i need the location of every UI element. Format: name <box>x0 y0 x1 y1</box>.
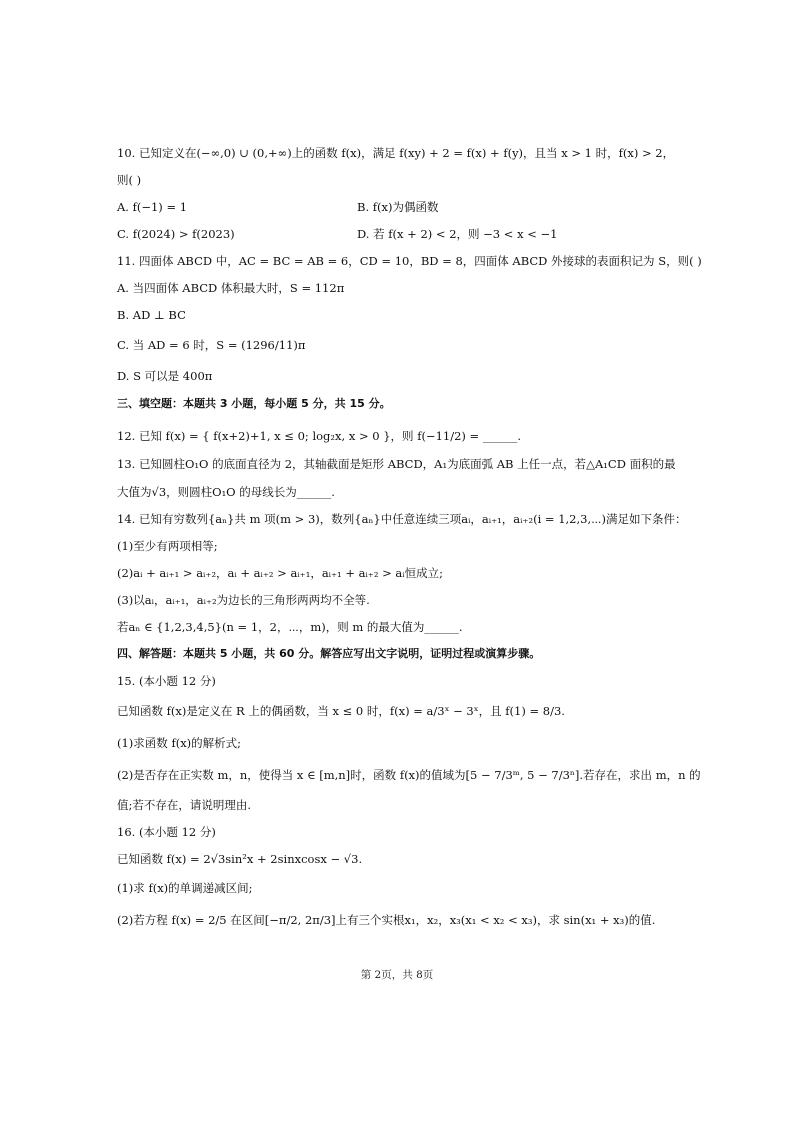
q11-option-b: B. AD ⊥ BC <box>117 308 186 322</box>
q13-line2: 大值为√3，则圆柱O₁O 的母线长为______. <box>117 485 335 499</box>
q10-stem-line2: 则( ) <box>117 173 142 187</box>
q15-part2-line2: 值;若不存在，请说明理由. <box>117 798 252 812</box>
q16-part2: (2)若方程 f(x) = 2/5 在区间[−π/2, 2π/3]上有三个实根x₁，x₂，x₃(x₁ < x₂ < x₃)，求 sin(x₁ + x₃)的值. <box>117 913 656 927</box>
q14-cond1: (1)至少有两项相等; <box>117 539 218 553</box>
q10-option-d: D. 若 f(x + 2) < 2，则 −3 < x < −1 <box>357 227 558 241</box>
q15-part1: (1)求函数 f(x)的解析式; <box>117 736 242 750</box>
section3-heading: 三、填空题：本题共 3 小题，每小题 5 分，共 15 分。 <box>117 397 391 410</box>
q16-part1: (1)求 f(x)的单调递减区间; <box>117 881 253 895</box>
q13-line1: 13. 已知圆柱O₁O 的底面直径为 2，其轴截面是矩形 ABCD，A₁为底面弧 AB 上任一点，若△A₁CD 面积的最 <box>117 457 676 471</box>
q10-option-c: C. f(2024) > f(2023) <box>117 227 235 241</box>
q11-stem: 11. 四面体 ABCD 中，AC = BC = AB = 6，CD = 10，BD = 8，四面体 ABCD 外接球的表面积记为 S，则( ) <box>117 254 702 268</box>
q11-option-c: C. 当 AD = 6 时，S = (1296/11)π <box>117 338 306 352</box>
q14-stem: 14. 已知有穷数列{aₙ}共 m 项(m > 3)，数列{aₙ}中任意连续三项aᵢ，aᵢ₊₁，aᵢ₊₂(i = 1,2,3,⋯)满足如下条件： <box>117 512 687 526</box>
q11-option-a: A. 当四面体 ABCD 体积最大时，S = 112π <box>117 281 345 295</box>
q16-stem: 已知函数 f(x) = 2√3sin²x + 2sinxcosx − √3. <box>117 852 363 866</box>
q14-cond2: (2)aᵢ + aᵢ₊₁ > aᵢ₊₂，aᵢ + aᵢ₊₂ > aᵢ₊₁，aᵢ₊₁ + aᵢ₊₂ > aᵢ恒成立; <box>117 566 443 580</box>
q14-cond3: (3)以aᵢ，aᵢ₊₁，aᵢ₊₂为边长的三角形两两均不全等. <box>117 593 370 607</box>
q15-header: 15. (本小题 12 分) <box>117 674 216 688</box>
q15-part2-line1: (2)是否存在正实数 m，n，使得当 x ∈ [m,n]时，函数 f(x)的值域为[5 − 7/3ᵐ, 5 − 7/3ⁿ].若存在，求出 m，n 的 <box>117 768 701 782</box>
q10-stem-line1: 10. 已知定义在(−∞,0) ∪ (0,+∞)上的函数 f(x)，满足 f(xy) + 2 = f(x) + f(y)，且当 x > 1 时，f(x) > 2， <box>117 146 675 160</box>
q14-question: 若aₙ ∈ {1,2,3,4,5}(n = 1，2，⋯，m)，则 m 的最大值为______. <box>117 620 463 634</box>
page-footer: 第 2页，共 8页 <box>360 969 434 981</box>
section4-heading: 四、解答题：本题共 5 小题，共 60 分。解答应写出文字说明，证明过程或演算步骤。 <box>117 647 541 660</box>
q15-stem: 已知函数 f(x)是定义在 R 上的偶函数，当 x ≤ 0 时，f(x) = a/3ˣ − 3ˣ，且 f(1) = 8/3. <box>117 704 565 718</box>
q11-option-d: D. S 可以是 400π <box>117 369 213 383</box>
q16-header: 16. (本小题 12 分) <box>117 825 216 839</box>
q12-stem: 12. 已知 f(x) = { f(x+2)+1, x ≤ 0; log₂x, x > 0 }，则 f(−11/2) = ______. <box>117 429 521 443</box>
q10-option-a: A. f(−1) = 1 <box>117 200 188 214</box>
q10-option-b: B. f(x)为偶函数 <box>357 200 439 214</box>
